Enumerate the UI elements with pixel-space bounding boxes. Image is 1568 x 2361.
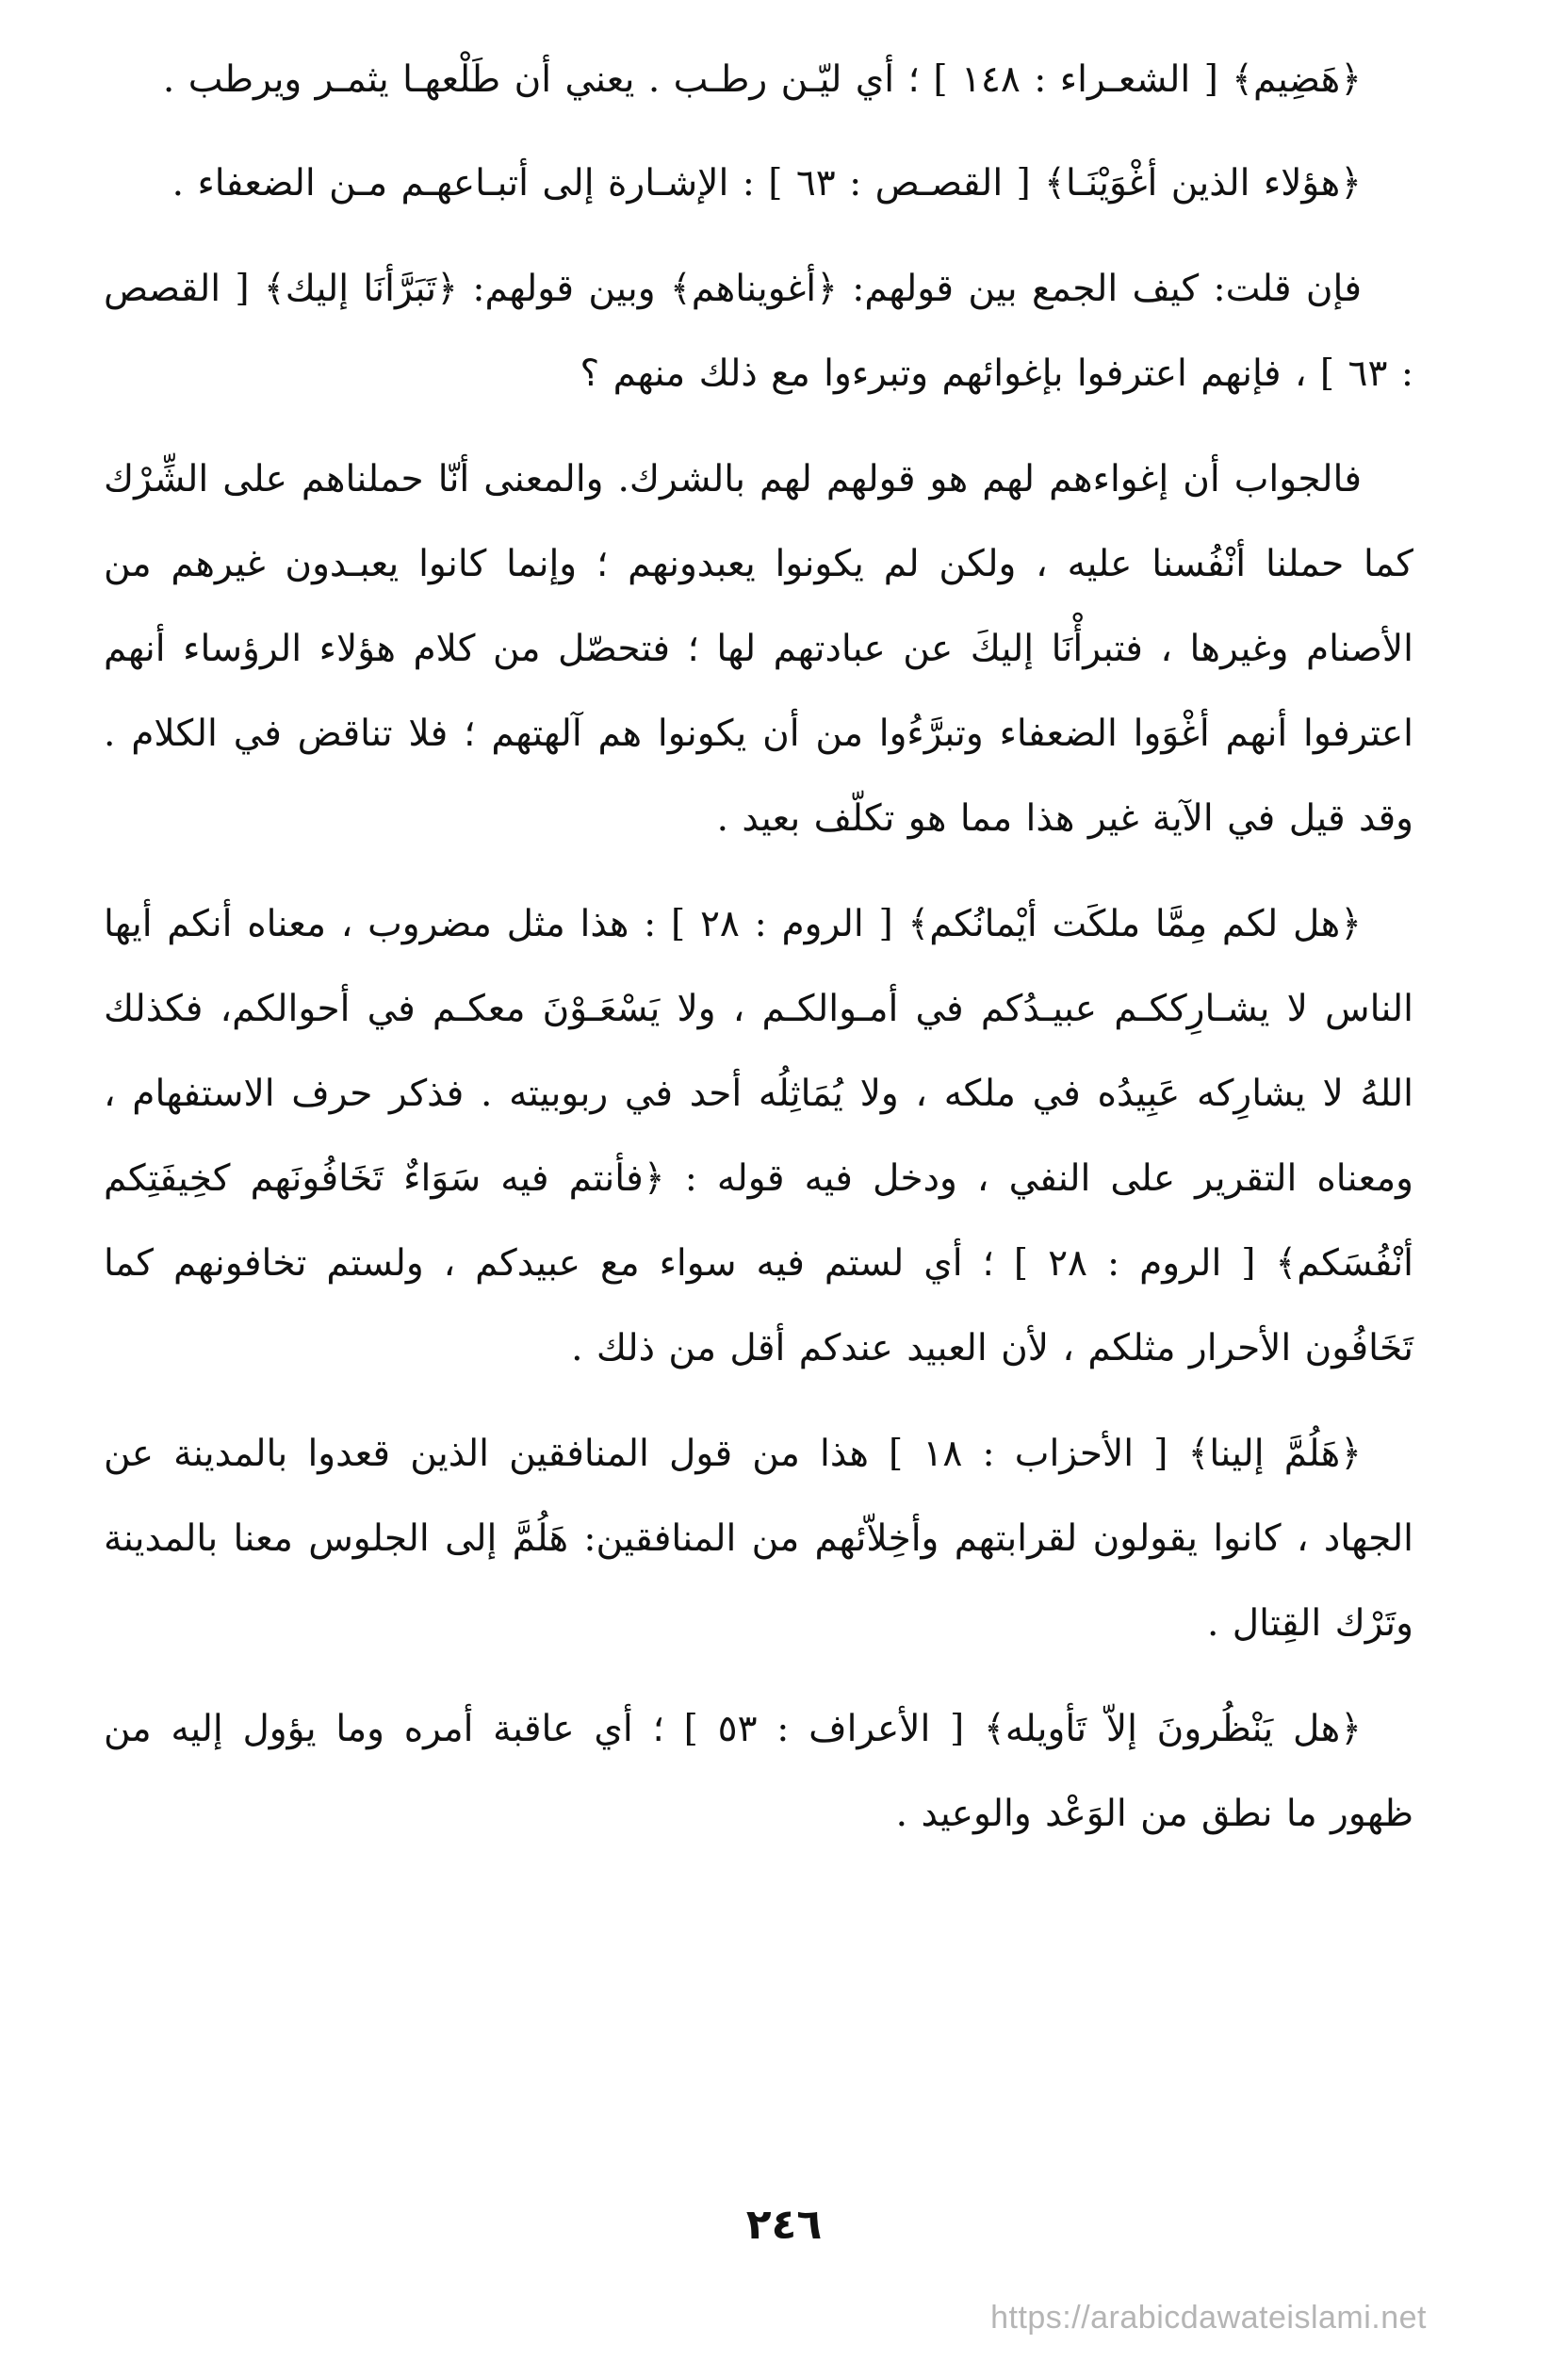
- website-watermark: https://arabicdawateislami.net: [990, 2300, 1427, 2336]
- paragraph-hadim: ﴿هَضِيم﴾ [ الشعـراء : ١٤٨ ] ؛ أي ليّـن رطـب . يعني أن طَلْعهـا يثمـر ويرطب .: [162, 58, 1362, 101]
- paragraph-haulai: ﴿هؤلاء الذين أغْوَيْنَـا﴾ [ القصـص : ٦٣ ] : الإشـارة إلى أتبـاعهـم مـن الضعفاء .: [172, 162, 1362, 205]
- paragraph-hal-yanzurun: ﴿هل يَنْظُرونَ إلاّ تَأويله﴾ [ الأعراف : ٥٣ ] ؛ أي عاقبة أمره وما يؤول إليه من ظهور ما نطق من الوَعْد والوعيد .: [104, 1708, 1413, 1835]
- paragraph-question: فإن قلت: كيف الجمع بين قولهم: ﴿أغويناهم﴾ وبين قولهم: ﴿تَبَرَّأنَا إليك﴾ [ القصص : ٦٣ ] ، فإنهم اعترفوا بإغوائهم وتبرءوا مع ذلك منهم ؟: [104, 268, 1413, 395]
- paragraph-hal-lakum: ﴿هل لكم مِمَّا ملكَت أيْمانُكم﴾ [ الروم : ٢٨ ] : هذا مثل مضروب ، معناه أنكم أيها الناس لا يشـارِككـم عبيـدُكم في أمـوالكـم ، ولا يَسْعَـوْنَ معكـم في أحوالكم، فكذلك اللهُ لا يشارِكه عَبِيدُه في ملكه ، ولا يُمَاثِلُه أحد في ربوبيته . فذكر حرف الاستفهام ، ومعناه التقرير على النفي ، ودخل فيه قوله : ﴿فأنتم فيه سَوَاءٌ تَخَافُونَهم كخِيفَتِكم أنْفُسَكم﴾ [ الروم : ٢٨ ] ؛ أي لستم فيه سواء مع عبيدكم ، ولستم تخافونهم كما تَخَافُون الأحرار مثلكم ، لأن العبيد عندكم أقل من ذلك .: [104, 903, 1413, 1369]
- page-body: [104, 38, 1413, 2205]
- paragraph-answer: فالجواب أن إغواءهم لهم هو قولهم لهم بالشرك. والمعنى أنّا حملناهم على الشِّرْك كما حملنا أنْفُسنا عليه ، ولكن لم يكونوا يعبدونهم ؛ وإنما كانوا يعبـدون غيرهم من الأصنام وغيرها ، فتبرأْنَا إليكَ عن عبادتهم لها ؛ فتحصّل من كلام هؤلاء الرؤساء أنهم اعترفوا أنهم أغْوَوا الضعفاء وتبرَّءُوا من أن يكونوا هم آلهتهم ؛ فلا تناقض في الكلام . وقد قيل في الآية غير هذا مما هو تكلّف بعيد .: [104, 458, 1413, 840]
- paragraph-halumma: ﴿هَلُمَّ إلينا﴾ [ الأحزاب : ١٨ ] هذا من قول المنافقين الذين قعدوا بالمدينة عن الجهاد ، كانوا يقولون لقرابتهم وأخِلاّئهم من المنافقين: هَلُمَّ إلى الجلوس معنا بالمدينة وتَرْك القِتال .: [104, 1433, 1413, 1645]
- page-number: ٢٤٦: [745, 2201, 823, 2249]
